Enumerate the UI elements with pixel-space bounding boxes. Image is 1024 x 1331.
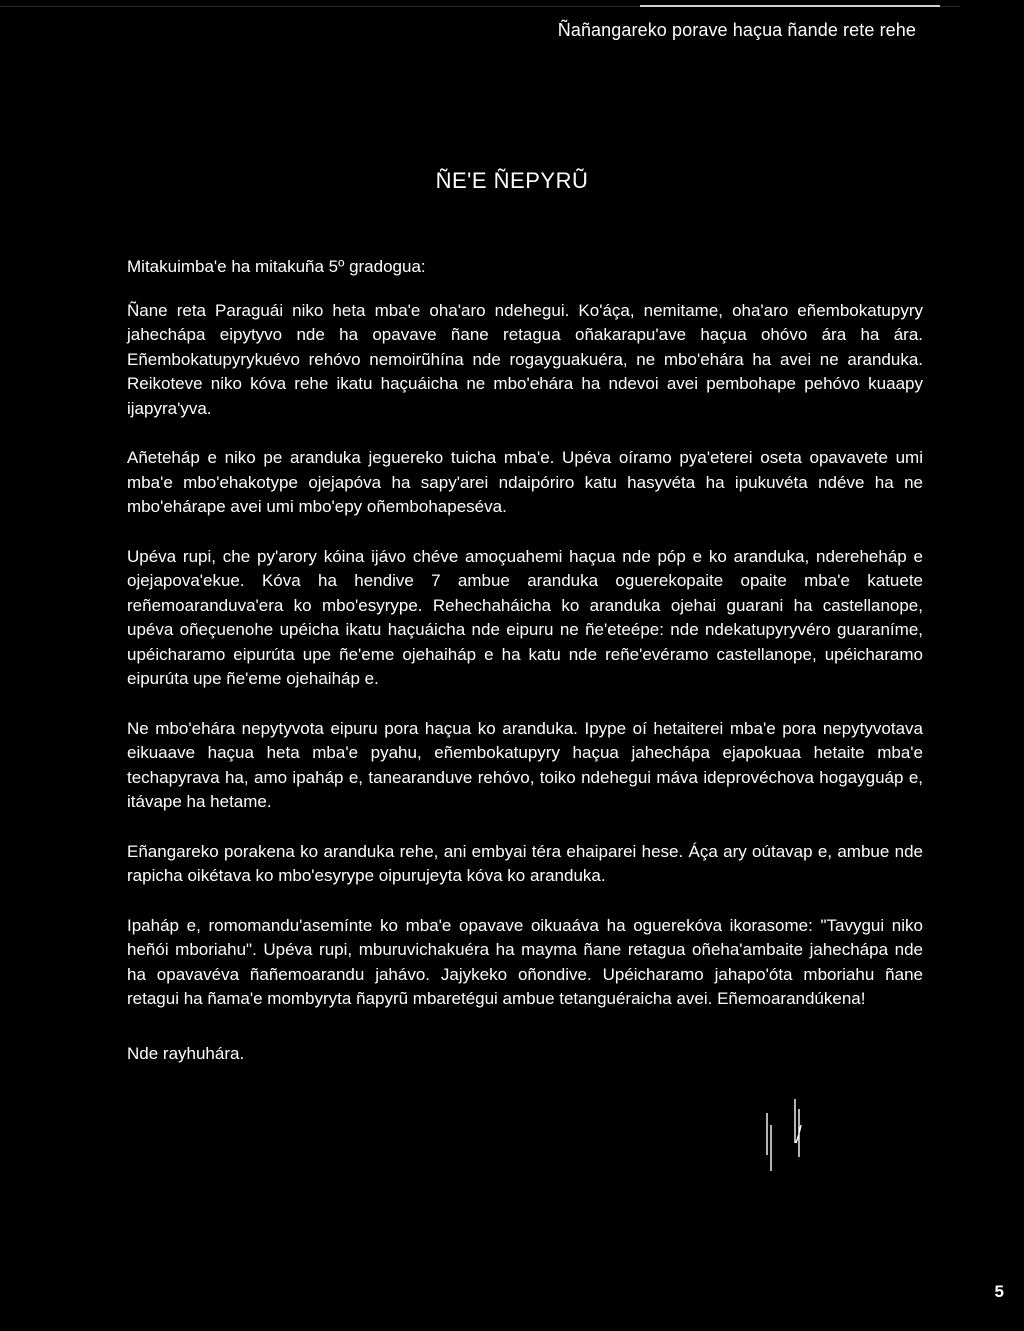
paragraph-5: Eñangareko porakena ko aranduka rehe, ani embyai téra ehaiparei hese. Áça ary oútavap e, ambue nde rapicha oikétava ko mbo'esyrype oipurujeyta kóva ko aranduka. — [127, 841, 923, 885]
running-header: Ñañangareko porave haçua ñande rete rehe — [557, 20, 916, 40]
closing: Nde rayhuhára. — [127, 1043, 245, 1063]
paragraph-2: Añeteháp e niko pe aranduka jeguereko tuicha mba'e. Upéva oíramo pya'eterei oseta opavavete umi mba'e mbo'ehakotype ojejapóva ha sapy'arei ndaipóriro katu hasyvéta ha ipukuvéta ndéve ha ne mbo'ehárape avei umi mbo'epy oñembohapeséva. — [127, 448, 923, 516]
page-title: ÑE'E ÑEPYRŨ — [435, 168, 589, 193]
paragraph-1: Ñane reta Paraguái niko heta mba'e oha'aro ndehegui. Ko'áça, nemitame, oha'aro eñembokatupyry jahechápa eipytyvo nde ha opavave ñane retagua oñakarapu'ave haçua ohóvo ára ha ára. Eñembokatupyrykuévo rehóvo nemoirũhína nde rogayguakuéra, ne mbo'ehára ha avei ne aranduka. Reikoteve niko kóva rehe ikatu haçuáicha ne mbo'ehára ha ndevoi avei pembohape pehóvo kuaapy ijapyra'yva. — [127, 300, 923, 418]
top-border-highlight — [640, 5, 940, 7]
paragraph-4: Ne mbo'ehára nepytyvota eipuru pora haçua ko aranduka. Ipype oí hetaiterei mba'e pora nepytyvotava eikuaave haçua heta mba'e pyahu, eñembokatupyry haçua jahechápa ejapokuaa hetaite mba'e techapyrava ha, amo ipaháp e, tanearanduve rehóvo, toiko ndehegui máva ideprovéchova hogayguáp e, itávape ha hetame. — [127, 718, 923, 811]
salutation: Mitakuimba'e ha mitakuña 5º gradogua: — [127, 257, 426, 276]
paragraph-3: Upéva rupi, che py'arory kóina ijávo chéve amoçuahemi haçua nde póp e ko aranduka, ndereheháp e ojejapova'ekue. Kóva ha hendive 7 ambue aranduka oguerekopaite opaite mba'e katuete reñemoaranduva'era ko mbo'esyrype. Rehechaháicha ko aranduka ojehai guarani ha castellanope, upéva oñeçuenohe upéicha ikatu haçuáicha nde eipuru ne ñe'eteépe: nde ndekatupyryvéro guaraníme, upéicharamo eipurúta upe ñe'eme ojehaiháp e ha katu nde reñe'evéramo castellanope, upéicharamo eipurúta upe ñe'eme ojehaiháp e. — [127, 546, 923, 688]
signature-mark — [755, 1095, 815, 1195]
letter-body — [127, 255, 923, 1066]
paragraph-6: Ipaháp e, romomandu'asemínte ko mba'e opavave oikuaáva ha oguerekóva ikorasome: "Tavygui niko heñói mboriahu". Upéva rupi, mburuvichakuéra ha mayma ñane retagua oñeha'ambaite jahechápa nde ha opavavéva ñañemoarandu jahávo. Jajykeko oñondive. Upéicharamo jahapo'óta mboriahu ñane retagui ha ñama'e mombyryta ñapyrũ mbaretégui ambue tetanguéraicha avei. Eñemoarandúkena! — [127, 915, 923, 1008]
page-number: 5 — [994, 1282, 1004, 1301]
